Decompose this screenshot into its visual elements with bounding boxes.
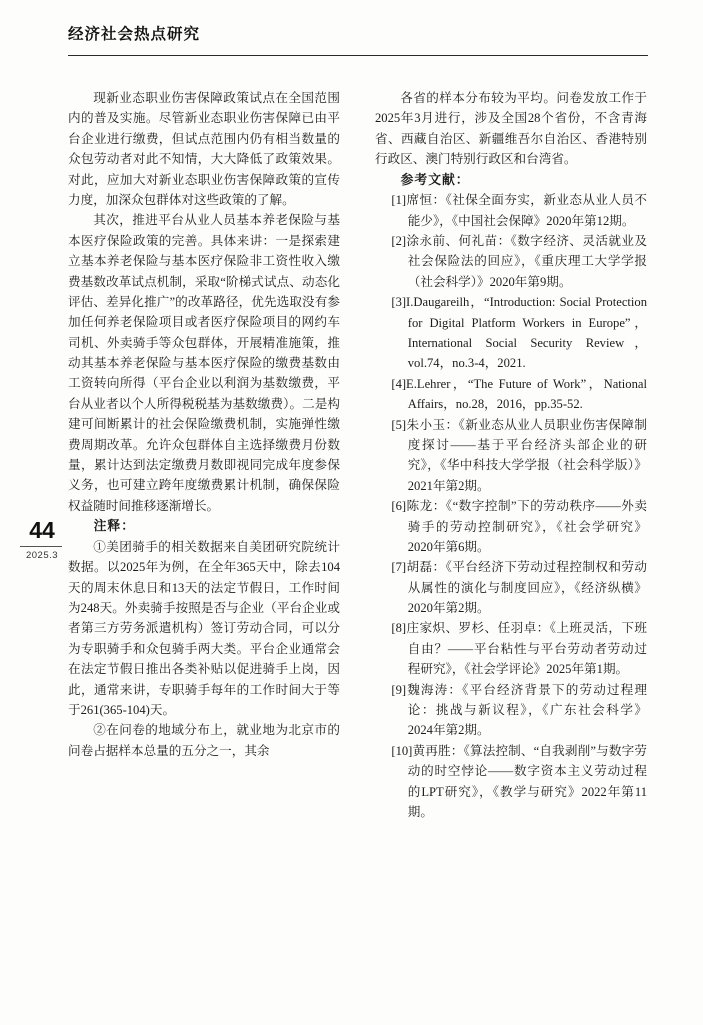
reference-item: [4]E.Lehrer，“The Future of Work”，National Affairs，no.28，2016，pp.35-52. <box>391 376 647 412</box>
page-number: 44 <box>29 517 55 543</box>
header-divider <box>68 55 648 56</box>
reference-item: [8]庄家炽、罗杉、任羽卓：《上班灵活，下班自由？——平台粘性与平台劳动者劳动过程研究》，《社会学评论》2025年第1期。 <box>391 621 647 677</box>
reference-item: [9]魏海涛：《平台经济背景下的劳动过程理论：挑战与新议程》，《广东社会科学》2024年第2期。 <box>391 682 647 738</box>
folio-divider <box>20 546 62 547</box>
note-item: ②在问卷的地域分布上，就业地为北京市的问卷占据样本总量的五分之一，其余 <box>68 723 340 758</box>
body-paragraph: 现新业态职业伤害保障政策试点在全国范围内的普及实施。尽管新业态职业伤害保障已由平台企业进行缴费，但试点范围内仍有相当数量的众包劳动者对此不知情，大大降低了政策效果。对此，应加大对新业态职业伤害保障政策的宣传力度，加深众包群体对这些政策的了解。 <box>68 91 340 207</box>
reference-item: [7]胡磊：《平台经济下劳动过程控制权和劳动从属性的演化与制度回应》，《经济纵横》2020年第2期。 <box>391 560 647 616</box>
reference-item: [2]涂永前、何礼苗：《数字经济、灵活就业及社会保险法的回应》，《重庆理工大学学报（社会科学）》2020年第9期。 <box>391 234 647 289</box>
body-paragraph: 其次，推进平台从业人员基本养老保险与基本医疗保险政策的完善。具体来讲：一是探索建立基本养老保险与基本医疗保险非工资性收入缴费基数改革试点机制，采取“阶梯式试点、动态化评估、差异化推广”的改革路径，优先选取没有参加任何养老保险项目或者医疗保险项目的网约车司机、外卖骑手等众包群体，开展精准施策，推动其基本养老保险与基本医疗保险的缴费基数由工资转向所得（平台企业以利润为基数缴费，平台从业者以个人所得税税基为基数缴费）。二是构建可间断累计的社会保险缴费机制，实施弹性缴费周期改革。允许众包群体自主选择缴费月份数量，累计达到法定缴费月数即视同完成年度参保义务，也可建立跨年度缴费累计机制，确保保险权益随时间推移逐渐增长。 <box>68 213 340 513</box>
folio <box>20 519 64 561</box>
body-paragraph: 各省的样本分布较为平均。问卷发放工作于2025年3月进行，涉及全国28个省份，不含青海省、西藏自治区、新疆维吾尔自治区、香港特别行政区、澳门特别行政区和台湾省。 <box>375 91 647 167</box>
notes-heading: 注释： <box>93 519 135 534</box>
references-heading: 参考文献： <box>400 172 470 187</box>
reference-item: [5]朱小玉：《新业态从业人员职业伤害保障制度探讨——基于平台经济头部企业的研究》，《华中科技大学学报（社会科学版）》2021年第2期。 <box>391 417 647 493</box>
right-column <box>375 88 647 822</box>
left-column <box>68 88 340 761</box>
reference-item: [3]I.Daugareilh，“Introduction: Social Protection for Digital Platform Workers in Europe”，International Social Security Review，vol.74，no.3-4，2021. <box>391 295 647 371</box>
reference-item: [10]黄再胜：《算法控制、“自我剥削”与数字劳动的时空悖论——数字资本主义劳动过程的LPT研究》，《教学与研究》2022年第11期。 <box>391 743 647 819</box>
issue-label: 2025.3 <box>25 550 59 561</box>
reference-list <box>375 190 647 822</box>
reference-item: [1]席恒：《社保全面夯实，新业态从业人员不能少》，《中国社会保障》2020年第12期。 <box>391 193 647 228</box>
page-header: 经济社会热点研究 <box>68 26 201 43</box>
reference-item: [6]陈龙：《“数字控制”下的劳动秩序——外卖骑手的劳动控制研究》，《社会学研究》2020年第6期。 <box>391 499 647 554</box>
note-item: ①美团骑手的相关数据来自美团研究院统计数据。以2025年为例，在全年365天中，除去104天的周末休息日和13天的法定节假日，工作时间为248天。外卖骑手按照是否与企业（平台企业或者第三方劳务派遣机构）签订劳动合同，可以分为专职骑手和众包骑手两大类。平台企业通常会在法定节假日推出各类补贴以促进骑手上岗，因此，通常来讲，专职骑手每年的工作时间大于等于261(365-104)天。 <box>68 539 340 718</box>
